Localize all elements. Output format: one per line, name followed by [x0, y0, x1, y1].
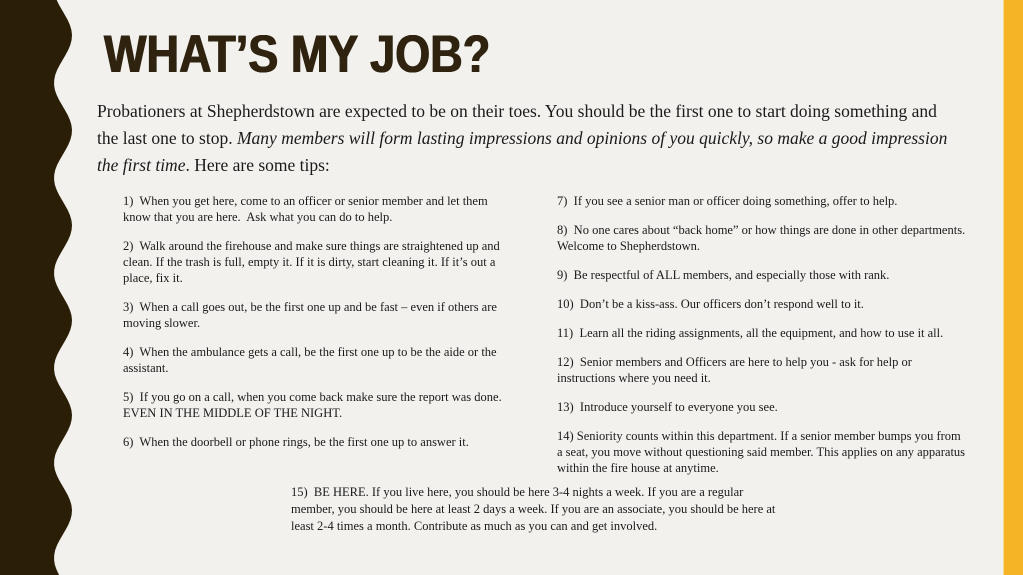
tip-item-7: 7) If you see a senior man or officer doing something, offer to help. [557, 194, 898, 208]
left-wave-path [0, 0, 72, 575]
tip-item-14: 14) Seniority counts within this department. If a senior member bumps you from a seat, you move without questioning said member. This applies on any apparatus within the fire house at anytime. [557, 429, 969, 475]
tip-item-12: 12) Senior members and Officers are here to help you - ask for help or instructions where you need it. [557, 355, 915, 385]
tip-item-2: 2) Walk around the firehouse and make sure things are straightened up and clean. If the trash is full, empty it. If it is dirty, start cleaning it. If it’s out a place, fix it. [123, 239, 503, 285]
tip-item-4: 4) When the ambulance gets a call, be the first one up to be the aide or the assistant. [123, 345, 500, 375]
intro-text-lead: Probationers at Shepherdstown are expected to be on their toes. You should be the first one to start doing something and the last one to stop. [97, 101, 942, 148]
tip-item-13: 13) Introduce yourself to everyone you see. [557, 400, 778, 414]
slide-title: WHAT’S MY JOB? [104, 25, 491, 84]
tip-item-10: 10) Don’t be a kiss-ass. Our officers don’t respond well to it. [557, 297, 864, 311]
tip-item-11: 11) Learn all the riding assignments, all the equipment, and how to use it all. [557, 326, 944, 340]
tip-item-6: 6) When the doorbell or phone rings, be the first one up to answer it. [123, 435, 469, 449]
right-accent-stripe [1003, 0, 1023, 575]
left-wave-decoration [0, 0, 80, 575]
tip-item-15: 15) BE HERE. If you live here, you should be here 3-4 nights a week. If you are a regular member, you should be here at least 2 days a week. If you are an associate, you should be here at least 2-4 times a month. Contribute as much as you can and get involved. [291, 485, 779, 533]
tips-column-right [557, 193, 972, 489]
tip-item-3: 3) When a call goes out, be the first one up and be fast – even if others are moving slower. [123, 300, 501, 330]
tip-item-5: 5) If you go on a call, when you come back make sure the report was done. EVEN IN THE MIDDLE OF THE NIGHT. [123, 390, 505, 420]
intro-text-italic: Many members will form lasting impressions and opinions of you quickly, so make a good impression the first time [97, 128, 952, 175]
tip-item-8: 8) No one cares about “back home” or how things are done in other departments. Welcome to Shepherdstown. [557, 223, 972, 253]
intro-paragraph [97, 98, 959, 179]
intro-text-tail: . Here are some tips: [185, 155, 330, 175]
tip-item-1: 1) When you get here, come to an officer or senior member and let them know that you are here. Ask what you can do to help. [123, 194, 491, 224]
tip-item-9: 9) Be respectful of ALL members, and especially those with rank. [557, 268, 890, 282]
tips-column-left [123, 193, 508, 463]
